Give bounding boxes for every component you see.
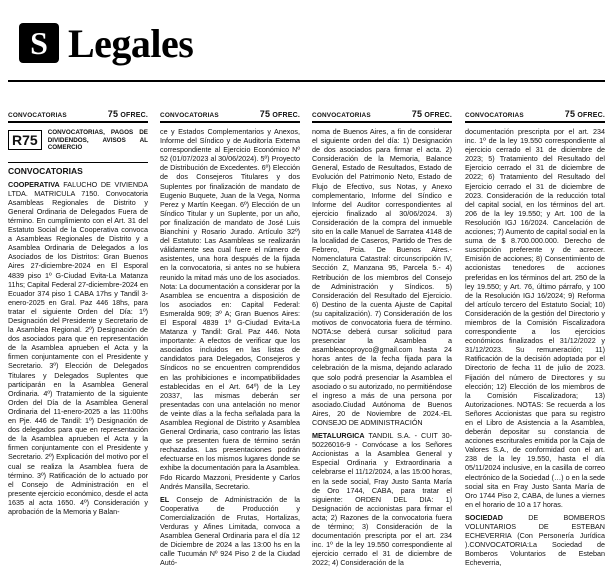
rubro-block [8, 129, 148, 152]
notice-entity: METALURGICA [312, 431, 365, 441]
category-title: CONVOCATORIAS [8, 162, 148, 176]
column-label: CONVOCATORIAS [465, 111, 524, 119]
section-title-legales: Legales [68, 20, 194, 66]
masthead [8, 14, 605, 72]
newspaper-s-logo-icon [16, 20, 62, 66]
rubro-description: CONVOCATORIAS, PAGOS DE DIVIDENDOS, AVISOS AL COMERCIO [47, 129, 148, 151]
notice-entity: SOCIEDAD [465, 512, 503, 522]
notice-paragraph [160, 495, 300, 568]
svg-text:S: S [30, 25, 48, 61]
price-tag: 75 OFREC. [564, 108, 605, 119]
column-header [8, 108, 148, 123]
column-header [312, 108, 452, 123]
notice-text: DE BOMBEROS VOLUNTARIOS DE ESTEBAN ECHEVERRIA (Con Personería Jurídica ).CONVOCATORIA:La Sociedad de Bomberos Voluntarios de Esteban Echeverria, [465, 512, 605, 568]
price-tag: 75 OFREC. [107, 108, 148, 119]
price-tag: 75 OFREC. [411, 108, 452, 119]
column-4 [465, 108, 605, 568]
notice-entity: EL [160, 494, 170, 504]
rubro-code: R75 [8, 130, 42, 150]
notice-text: FALUCHO DE VIVIENDA LTDA. MATRICULA 7150. Convocatoria Asambleas Regionales de Distrito y General Ordinaria de Delegados Fuera de término. En cumplimiento con el Art. 31 del Estatuto Social de la Cooperativa convoca a Asambleas Regionales de Distrito y a Asamblea Ordinaria de Delegados a los Asociados de los Distritos: Gran Buenos Aires 27-diciembre-2024 en El Esporal 4839 piso 1º G-Ciudad Evita-La Matanza 11hs; Capital Federal 27-diciembre-2024 en Ecuador 374 piso 1 CABA 17hs y Tandil 3-enero-2025 en Gral. Paz 446 18hs, para tratar el siguiente Orden del Día: 1º) Designación del Presidente y Secretario de la Asamblea Regional. 2º) Designación de dos asociados para que en representación de la Asamblea aprueben el Acta y la firmen conjuntamente con el Presidente y Secretario. 3º) Elección de Delegados Titulares y Delegados Suplentes que participarán en la Asamblea General Ordinaria. 4º) Tratamiento de la siguiente Orden del Día de la Asamblea General Ordinaria del 11-enero-2025 a las 11:00hs en Pje. 446 de Tandil: 1º) Designación de dos delegados para que en representación de la Asamblea aprueben el Acta y la firmen conjuntamente con el Presidente y Secretario. 2º) Explicación del motivo por el cual se realiza la Asamblea fuera de término. 3º) Ratificación de lo actuado por el Consejo de Administración en el presente ejercicio económico, desde el acta 1635 al acta 1650. 4º) Consideración y aprobación de la Memoria y Balan- [8, 179, 148, 516]
notice-text: TANDIL S.A. - CUIT 30-50226016-9 - Convócase a los Señores Accionistas a la Asamblea General y Especial Ordinaria y Extraordinaria a celebrarse el 11/12/2024, a las 15:00 horas, en la sede social, Fray Justo Santa María de Oro 1744, CABA, para tratar el siguiente: ORDEN DEL DIA: 1) Designación de accionistas para firmar el acta; 2) Razones de la convocatoria fuera de término; 3) Consideración de la documentación prescripta por el art. 234 inc. 1º de la ley 19.550 correspondiente al ejercicio cerrado el 31 de diciembre de 2022; 4) Consideración de la [312, 431, 452, 568]
column-3 [312, 108, 452, 568]
column-header [160, 108, 300, 123]
column-label: CONVOCATORIAS [160, 111, 219, 119]
column-2 [160, 108, 301, 568]
notice-paragraph: noma de Buenos Aires, a fin de considerar el siguiente orden del día: 1) Designación de dos asociados para firmar el acta. 2) Consideración de la Memoria, Balance General, Estado de Resultados, Estado de Evolución del Patrimonio Neto, Estado de Flujo de Efectivo, sus Notas, y Anexo complementario, Informe del Síndico e Informe del Auditor correspondientes al ejercicio finalizado al 30/06/2024. 3) Consideración de la compra del inmueble sito en la calle Manuel de Sarratea 4148 de la localidad de Caseros, Partido de Tres de Febrero, Pcia. De Buenos Aires.- Nomenclatura Catastral: circunscripción IV, Sección Z, Manzana 95, Parcela 5.- 4) Retribución de los miembros del Consejo de Administración y Síndicos. 5) Consideración del Resultado del Ejercicio. 6) Destino de la cuenta Ajuste de Capital (su capitalización). 7) Consideración de los motivos de convocatoria fuera de término. NOTA:se deberá cursar solicitud para presenciar la Asamblea a asambleacoproyco@gmail.com hasta 24 horas antes de la fecha fijada para la celebración de la misma, dejando aclarado que solo podrá presenciar la Asamblea el asociado o su autorizado, no permitiéndose el ingreso a más de una persona por asociado.Ciudad Autónoma de Buenos Aires, 20 de Noviembre de 2024.-EL CONSEJO DE ADMINISTRACIÓN [312, 127, 452, 427]
notice-paragraph: ce y Estados Complementarios y Anexos, Informe del Síndico y de Auditoría Externa correspondiente al Ejercicio Económico Nº 52 (01/07/2023 al 30/06/2024). 5º) Proyecto de Distribución de Excedentes. 6º) Elección de dos Consejeros Titulares y dos Suplentes por finalización de mandato de Eugenio Buquete, Juan de la Vega, Norma Perez y Martín Keegan. 6º) Elección de un Síndico Titular y un Suplente, por un año, por finalización de mandato de José Luis Bianchini y Rosario Jurado. Artículo 32º) del Estatuto: Las Asambleas se realizarán válidamente sea cual fuere el número de asistentes, una hora después de la fijada en la convocatoria, si antes no se hubiera reunido la mitad más uno de los asociados. Nota: La documentación a considerar por la Asamblea se encuentra a disposición de los asociados en: Capital Federal: Esmeralda 909; 3º A; Gran Buenos Aires: El Esporal 4839 1º G-Ciudad Evita-La Matanza y Tandil: Gral. Paz 446. Nota importante: A efectos de verificar que los asociados incluidos en las listas de candidatos para Delegados, Consejeros y Síndicos no se encuentren comprendidos en las prohibiciones e incompatibilidades establecidas en el Art. 64º) de la Ley 20337, las mismas deberán ser presentadas con una antelación no menor de veinte días a la fecha señalada para la Asamblea Regional de Distrito y Asamblea General Ordinaria, caso contrario las listas que se presenten fuera de término serán rechazadas. Las presentaciones podrán efectuarse en los mismos lugares donde se exhibe la documentación para la Asamblea. Fdo Ricardo Mazzoni, Presidente y Carlos Andrés Mansilla, Secretario. [160, 127, 300, 491]
notice-text: Consejo de Administración de la Cooperativa de Producción y Comercialización de Frutas, Hortalizas, Verduras y Afines Limitada, convoca a Asamblea General Ordinaria para el día 12 de Diciembre de 2024 a las 13:00 hs en la calle Tucumán Nº 924 Piso 2 de la Ciudad Autó- [160, 494, 301, 568]
notice-entity: COOPERATIVA [8, 179, 60, 189]
header-divider [8, 80, 605, 82]
column-label: CONVOCATORIAS [312, 111, 371, 119]
notice-paragraph [8, 180, 148, 516]
notice-paragraph [312, 431, 452, 567]
column-1 [8, 108, 148, 516]
notice-paragraph [465, 513, 605, 568]
column-header [465, 108, 605, 123]
notice-paragraph: documentación prescripta por el art. 234 inc. 1º de la ley 19.550 correspondiente al ejercicio cerrado el 31 de diciembre de 2023; 5) Tratamiento del Resultado del Ejercicio cerrado el 31 de diciembre de 2022; 6) Tratamiento del Resultado del Ejercicio cerrado el 31 de diciembre de 2023. Consideración de la reducción total del capital social, en los términos del art. 206 de la ley 19.550; y Art. 100 de la Resolución IGJ 16/2024. Cancelación de acciones; 7) Aumento de capital social en la suma de $ 8.700.000.000. Derecho de suscripción preferente y de acrecer. Emisión de acciones; 8) Consentimiento de accionistas tenedores de acciones preferidas en los términos del art. 250 de la ley 19.550; y Art. 76, último párrafo, y 100 de la Resolución IGJ 16/2024; 9) Reforma del artículo tercero del Estatuto Social; 10) Consideración de la gestión del Directorio y miembros de la Comisión Fiscalizadora correspondiente a los ejercicios económicos finalizados el 31/12/2022 y 31/12/2023. Su remuneración; 11) Ratificación de la decisión adoptada por el Directorio de fecha 11 de julio de 2023. Fijación del número de Directores y su elección; 12) Elección de los miembros de la Comisión Fiscalizadora; 13) Autorizaciones. NOTAS: Se recuerda a los Señores Accionistas que para su registro en el Libro de Asistencia a la Asamblea, deberán depositar su constancia de acciones escriturales emitida por la Caja de Valores S.A., de conformidad con el art. 238 de la ley 19.550, hasta el día 05/11/2024 inclusive, en la casilla de correo electrónico de la Sociedad (…) o en la sede social sita en Fray Justo Santa María de Oro 1744 Piso 2, CABA, de lunes a viernes en el horario de 10 a 17 horas. [465, 127, 605, 509]
price-tag: 75 OFREC. [259, 108, 300, 119]
column-label: CONVOCATORIAS [8, 111, 67, 119]
